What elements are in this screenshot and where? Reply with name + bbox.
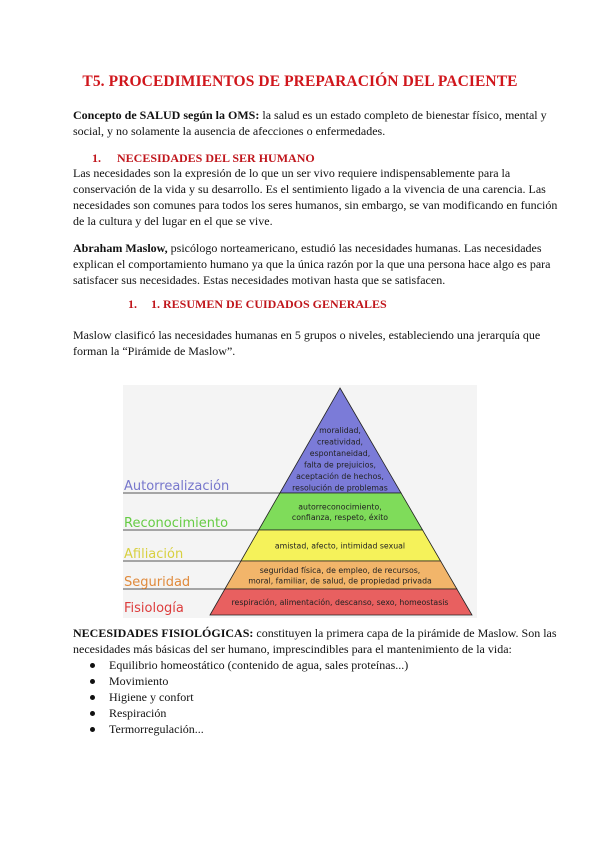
level-name: Autorrealización: [124, 479, 230, 494]
maslow-line: explican el comportamiento humano ya que la única razón por la que una persona hace algo es para: [73, 257, 551, 271]
concept-line-1: [73, 107, 547, 123]
level-description: creatividad,: [316, 437, 364, 447]
level-name: Seguridad: [124, 575, 191, 590]
para2-line: forman la “Pirámide de Maslow”.: [73, 344, 236, 358]
section-title: 1. RESUMEN DE CUIDADOS GENERALES: [151, 297, 387, 311]
bullet-icon: [90, 711, 95, 716]
fisio-line-1: [73, 625, 557, 641]
level-description: resolución de problemas: [292, 483, 388, 493]
list-item: [90, 673, 168, 689]
level-name: Fisiología: [124, 601, 184, 616]
text: la salud es un estado completo de bienestar físico, mental y: [259, 108, 547, 122]
concept-label: Concepto de SALUD según la OMS:: [73, 108, 260, 122]
maslow-pyramid-image: [123, 385, 477, 618]
list-item: [90, 705, 166, 721]
level-description: seguridad física, de empleo, de recursos,: [259, 565, 421, 575]
section-number: 1.: [92, 151, 101, 165]
level-description: moral, familiar, de salud, de propiedad privada: [248, 576, 432, 586]
level-description: moralidad,: [319, 425, 361, 435]
para2-line: Maslow clasificó las necesidades humanas en 5 grupos o niveles, estableciendo una jerarquía que: [73, 328, 541, 342]
level-description: falta de prejuicios,: [303, 460, 377, 470]
para1-line: Las necesidades son la expresión de lo que un ser vivo requiere indispensablemente para la: [73, 166, 511, 180]
section-title: NECESIDADES DEL SER HUMANO: [117, 151, 315, 165]
level-description: amistad, afecto, intimidad sexual: [274, 541, 406, 551]
page-title: T5. PROCEDIMIENTOS DE PREPARACIÓN DEL PACIENTE: [82, 73, 518, 90]
level-name: Afiliación: [124, 547, 184, 562]
maslow-line: satisfacer sus necesidades. Estas necesidades motivan hasta que se satisfacen.: [73, 273, 446, 287]
list-item-text: Equilibrio homeostático (contenido de agua, sales proteínas...): [109, 658, 409, 672]
bullet-icon: [90, 679, 95, 684]
section-heading-1: [92, 150, 315, 166]
section-number: 1.: [128, 297, 137, 311]
maslow-label: Abraham Maslow,: [73, 241, 168, 255]
fisio-line: necesidades más básicas del ser humano, imprescindibles para el mantenimiento de la vida:: [73, 642, 512, 656]
level-description: autorreconocimiento,: [298, 502, 382, 512]
level-description: respiración, alimentación, descanso, sexo, homeostasis: [231, 598, 449, 607]
para1-line: necesidades son comunes para todos los seres humanos, sin embargo, se van modificando en función: [73, 198, 558, 212]
level-description: aceptación de hechos,: [296, 471, 384, 481]
concept-line-2: social, y no solamente la ausencia de afecciones o enfermedades.: [73, 124, 386, 138]
para1-line: conservación de la vida y su desarrollo. Es el sentimiento ligado a la vivencia de una carencia. Las: [73, 182, 546, 196]
bullet-icon: [90, 727, 95, 732]
level-description: confianza, respeto, éxito: [291, 512, 389, 522]
para1-line: de la cultura y del lugar en el que se vive.: [73, 214, 273, 228]
list-item: [90, 721, 204, 737]
level-name: Reconocimiento: [124, 516, 229, 531]
fisio-label: NECESIDADES FISIOLÓGICAS:: [73, 626, 254, 640]
level-description: espontaneidad,: [309, 448, 371, 458]
bullet-icon: [90, 663, 95, 668]
list-item-text: Termorregulación...: [109, 722, 204, 736]
text: psicólogo norteamericano, estudió las necesidades humanas. Las necesidades: [167, 241, 542, 255]
list-item-text: Movimiento: [109, 674, 169, 688]
pyramid-level: [259, 493, 423, 530]
maslow-line-1: [73, 240, 542, 256]
list-item: [90, 689, 194, 705]
list-item-text: Respiración: [109, 706, 167, 720]
list-item-text: Higiene y confort: [109, 690, 194, 704]
section-heading-1-1: [128, 296, 387, 312]
list-item: [90, 657, 408, 673]
bullet-icon: [90, 695, 95, 700]
text: constituyen la primera capa de la pirámide de Maslow. Son las: [253, 626, 557, 640]
